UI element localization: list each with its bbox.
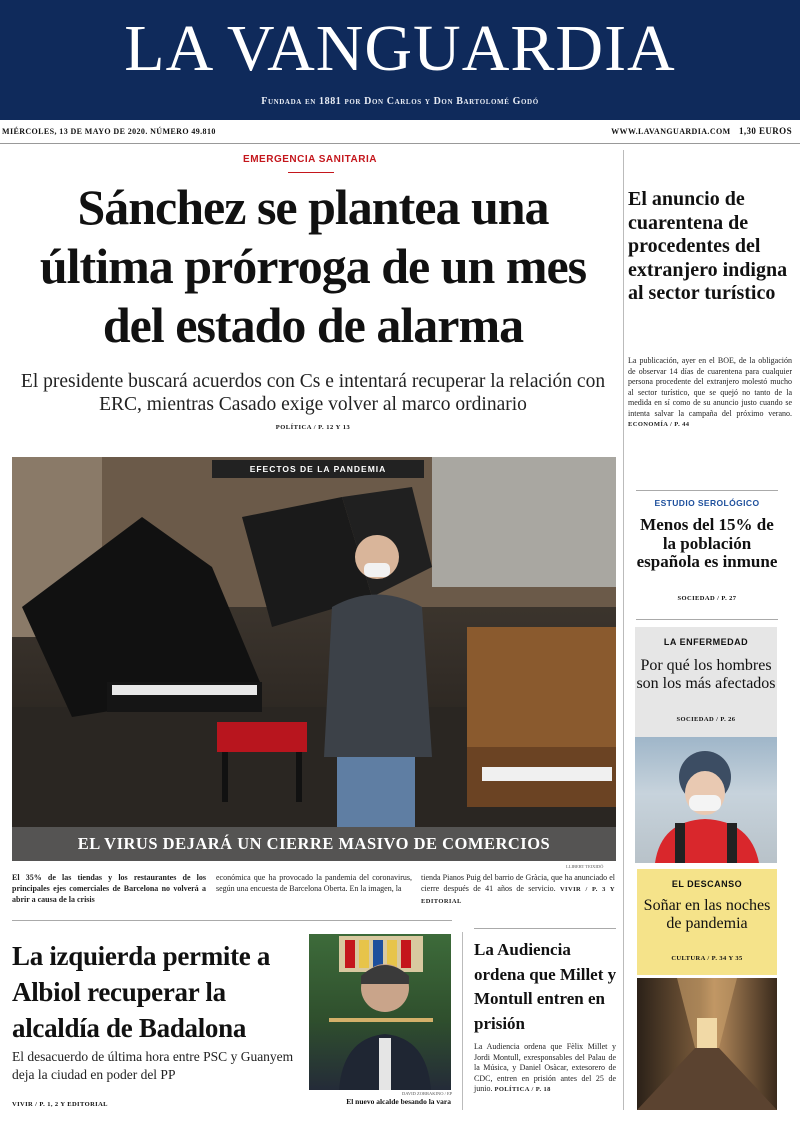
albiol-caption: El nuevo alcalde besando la vara — [346, 1097, 451, 1106]
right-top-headline[interactable]: El anuncio de cuarentena de procedentes del extranjero indigna al sector turístico — [628, 188, 788, 304]
descanso-ref: CULTURA / P. 34 Y 35 — [671, 955, 743, 962]
millet-headline[interactable]: La Audiencia ordena que Millet y Montull entren en prisión — [474, 940, 617, 1033]
millet-body — [474, 1042, 616, 1096]
newspaper-logo[interactable]: LA VANGUARDIA — [124, 12, 676, 85]
serologico-headline[interactable]: Menos del 15% de la población española es inmune — [636, 515, 778, 571]
bottom-rule-right — [474, 928, 616, 929]
price: 1,30 EUROS — [738, 126, 792, 136]
dateline — [0, 125, 800, 139]
corridor-illustration — [637, 978, 777, 1110]
caption-ref: VIVIR / P. 3 Y EDITORIAL — [421, 886, 616, 905]
enfermedad-headline[interactable]: Por qué los hombres son los más afectados — [636, 657, 776, 692]
caption-col-1 — [12, 872, 206, 905]
right-rule-2 — [636, 619, 778, 620]
masthead — [0, 0, 800, 120]
albiol-illustration — [309, 934, 451, 1090]
main-headline[interactable]: Sánchez se plantea una última prórroga de un mes del estado de alarma — [39, 179, 587, 353]
photo-caption-bar[interactable]: EL VIRUS DEJARÁ UN CIERRE MASIVO DE COMERCIOS — [12, 827, 616, 861]
bottom-rule-left — [12, 920, 452, 921]
caption-col-3 — [421, 872, 615, 907]
millet-body-text: La Audiencia ordena que Fèlix Millet y Jordi Montull, exresponsables del Palau de la Música, y Daniel Osàcar, extesorero de CDC, entren en prisión antes del 25 de junio. — [474, 1042, 616, 1093]
serologico-label: ESTUDIO SEROLÓGICO — [654, 498, 760, 508]
top-rule — [0, 143, 800, 144]
caption-col-1-text: El 35% de las tiendas y los restaurantes de los principales ejes comerciales de Barcelona no volverá a abrir a causa de la crisis — [12, 873, 206, 904]
piano-shop-illustration — [12, 457, 616, 827]
main-page-ref: POLÍTICA / P. 12 Y 13 — [275, 424, 351, 431]
badalona-subhead: El desacuerdo de última hora entre PSC y Guanyem deja la ciudad en poder del PP — [12, 1049, 294, 1082]
caption-col-2: económica que ha provocado la pandemia del coronavirus, según una encuesta de Barcelona Oberta. En la imagen, la — [216, 873, 412, 893]
right-top-ref: ECONOMÍA / P. 44 — [628, 421, 690, 428]
section-label: EMERGENCIA SANITARIA — [243, 154, 377, 165]
millet-ref: POLÍTICA / P. 18 — [494, 1086, 551, 1093]
albiol-photo-credit: DAVID ZORRAKINO / EP — [402, 1091, 453, 1096]
dateline-right — [611, 126, 792, 136]
main-subhead: El presidente buscará acuerdos con Cs e intentará recuperar la relación con ERC, mientras Casado exige volver al marco ordinario — [20, 371, 606, 415]
photo-tag: EFECTOS DE LA PANDEMIA — [212, 460, 424, 478]
enfermedad-ref: SOCIEDAD / P. 26 — [676, 716, 736, 723]
right-top-body-text: La publicación, ayer en el BOE, de la obligación de observar 14 días de cuarentena para cualquier persona procedente del extranjero molestó mucho al sector turístico, que se quejó no tanto de la medida en sí como de su anuncio justo cuando se intenta salvar la campaña del próximo verano. — [628, 356, 792, 418]
enfermedad-label: LA ENFERMEDAD — [663, 637, 749, 647]
badalona-headline[interactable]: La izquierda permite a Albiol recuperar la alcaldía de Badalona — [12, 941, 271, 1043]
right-rule-1 — [636, 490, 778, 491]
serologico-ref: SOCIEDAD / P. 27 — [677, 595, 737, 602]
right-top-body — [628, 356, 792, 431]
masked-person-photo — [635, 737, 777, 863]
issue-date: MIÉRCOLES, 13 DE MAYO DE 2020. NÚMERO 49.810 — [2, 127, 216, 136]
caption-col-3-text: tienda Pianos Puig del barrio de Gràcia, que ha anunciado el cierre después de 41 años de servicio. — [421, 873, 615, 893]
descanso-headline[interactable]: Soñar en las noches de pandemia — [643, 897, 771, 932]
corridor-photo — [637, 978, 777, 1110]
section-rule — [288, 172, 334, 173]
main-photo — [12, 457, 616, 861]
descanso-box — [637, 869, 777, 975]
descanso-label: EL DESCANSO — [671, 879, 743, 889]
badalona-ref: VIVIR / P. 1, 2 Y EDITORIAL — [12, 1101, 108, 1108]
bottom-divider — [462, 932, 463, 1110]
website-link[interactable]: WWW.LAVANGUARDIA.COM — [611, 127, 731, 136]
albiol-photo — [309, 934, 451, 1090]
main-photo-credit: LLIBERT TEIXIDÓ — [566, 864, 604, 869]
founded-line: Fundada en 1881 por Don Carlos y Don Bartolomé Godó — [261, 96, 539, 107]
masked-person-illustration — [635, 737, 777, 863]
enfermedad-box — [635, 627, 777, 737]
